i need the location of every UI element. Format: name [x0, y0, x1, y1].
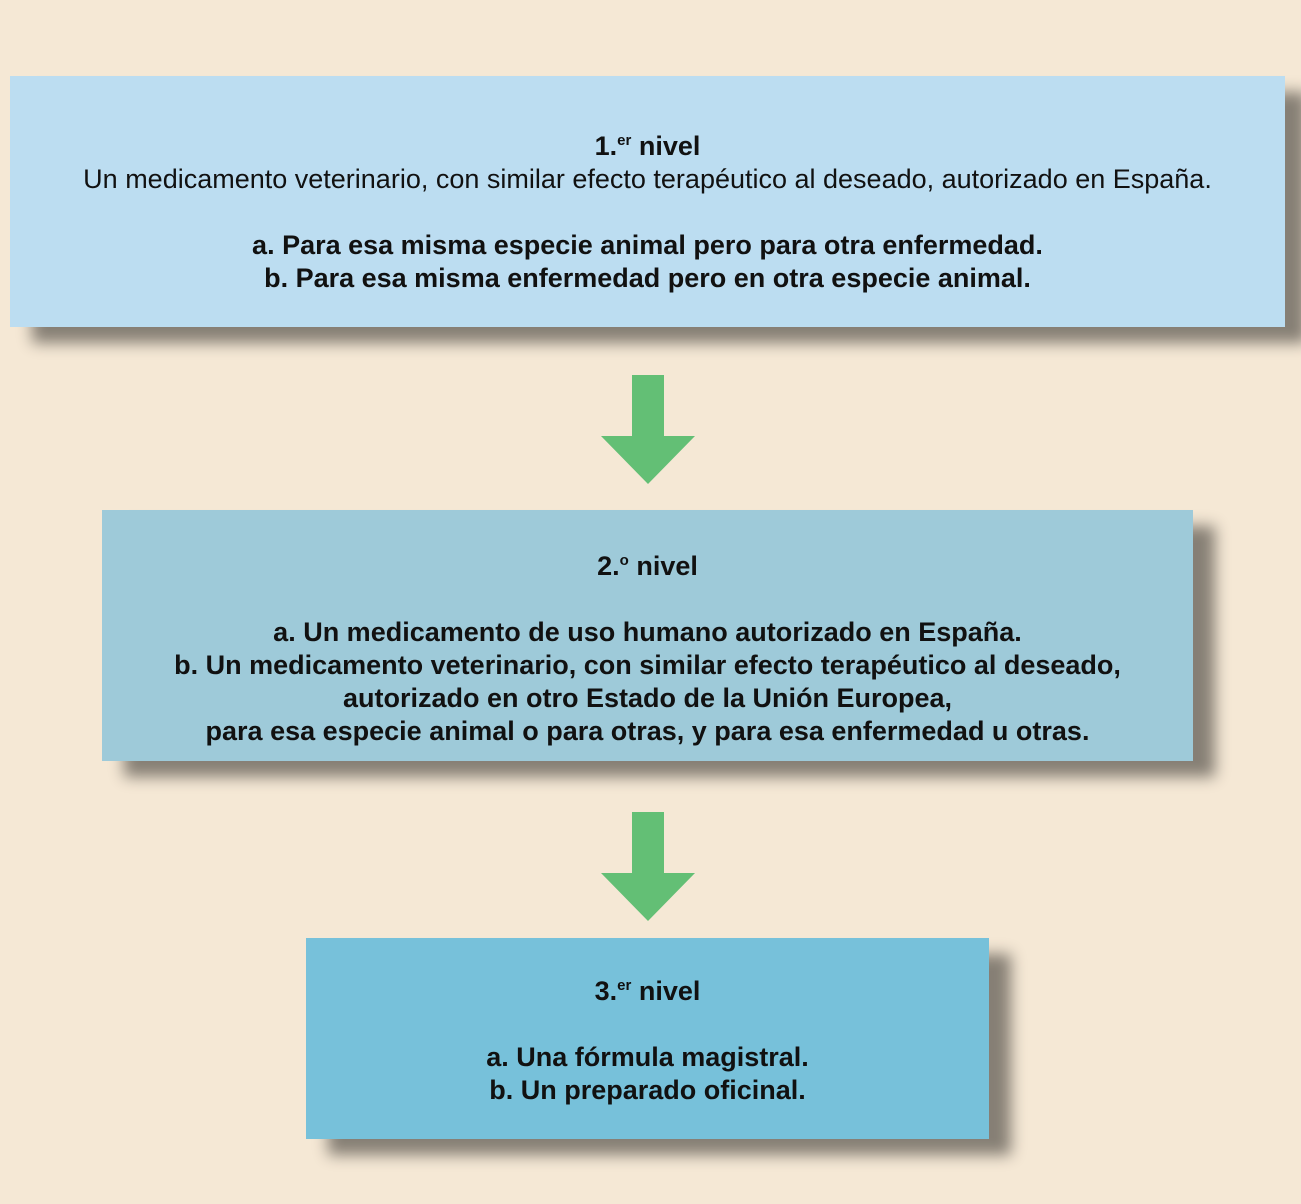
- level-2-item-b-line-3: para esa especie animal o para otras, y para esa enfermedad u otras.: [205, 716, 1090, 746]
- level-1-item-a: a. Para esa misma especie animal pero para otra enfermedad.: [252, 230, 1043, 260]
- level-3-item-b: b. Un preparado oficinal.: [489, 1075, 806, 1105]
- level-2-item-b-line-2: autorizado en otro Estado de la Unión Europea,: [342, 683, 953, 713]
- level-2-title: 2.$^o$ nivel: [597, 551, 698, 581]
- down-arrow-icon: [600, 812, 696, 922]
- level-3-box: [306, 938, 989, 1139]
- level-1-box: [10, 76, 1285, 327]
- level-2-item-a: a. Un medicamento de uso humano autorizado en España.: [273, 617, 1022, 647]
- level-2-item-b-line-1: b. Un medicamento veterinario, con similar efecto terapéutico al deseado,: [174, 650, 1121, 680]
- level-1-title: 1.$^{er}$ nivel: [594, 131, 701, 161]
- level-2-box: [102, 510, 1193, 761]
- level-3-item-a: a. Una fórmula magistral.: [486, 1042, 809, 1072]
- down-arrow-icon: [600, 375, 696, 485]
- level-1-item-b: b. Para esa misma enfermedad pero en otra especie animal.: [264, 263, 1031, 293]
- level-1-description: Un medicamento veterinario, con similar efecto terapéutico al deseado, autorizado en España.: [83, 164, 1212, 194]
- level-3-title: 3.$^{er}$ nivel: [594, 976, 701, 1006]
